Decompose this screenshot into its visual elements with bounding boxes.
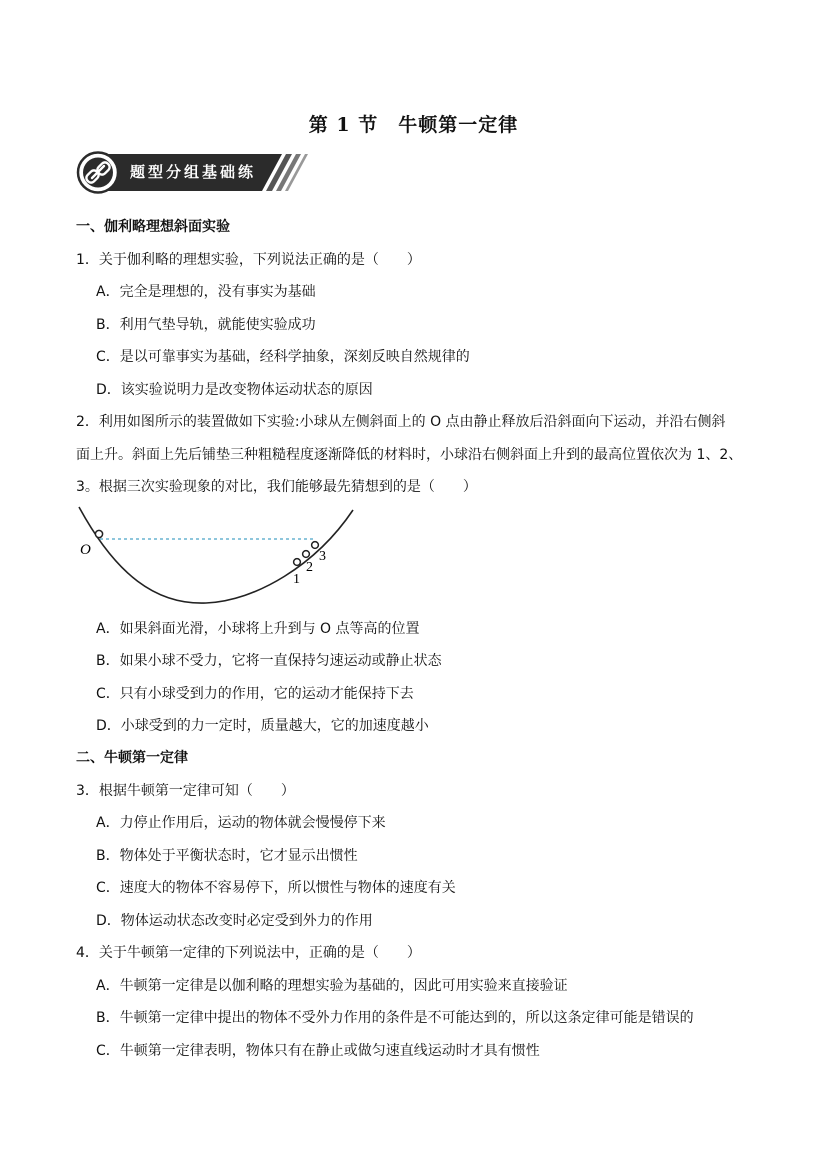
question-2-option-c: C．只有小球受到力的作用，它的运动才能保持下去 [96,686,414,702]
label-2: 2 [306,560,313,575]
question-4-option-c: C．牛顿第一定律表明，物体只有在静止或做匀速直线运动时才具有惯性 [96,1043,540,1059]
question-1-option-b: B．利用气垫导轨，就能使实验成功 [96,317,316,333]
question-1-stem: 1．关于伽利略的理想实验，下列说法正确的是（ ） [76,252,421,268]
question-1-option-c: C．是以可靠事实为基础，经科学抽象，深刻反映自然规律的 [96,349,470,365]
banner-text: 题型分组基础练 [130,163,257,181]
question-3-stem: 3．根据牛顿第一定律可知（ ） [76,783,295,799]
question-2-stem-line-2: 面上升。斜面上先后铺垫三种粗糙程度逐渐降低的材料时，小球沿右侧斜面上升到的最高位置依次为 1、2、 [76,447,743,463]
incline-experiment-figure [76,505,366,610]
question-2-stem-line-1: 2．利用如图所示的装置做如下实验:小球从左侧斜面上的 O 点由静止释放后沿斜面向下运动，并沿右侧斜 [76,414,726,430]
question-4-option-a: A．牛顿第一定律是以伽利略的理想实验为基础的，因此可用实验来直接验证 [96,978,568,994]
label-3: 3 [319,549,326,564]
question-1-option-a: A．完全是理想的，没有事实为基础 [96,284,316,300]
question-3-option-a: A．力停止作用后，运动的物体就会慢慢停下来 [96,815,386,831]
question-3-option-c: C．速度大的物体不容易停下，所以惯性与物体的速度有关 [96,880,456,896]
question-2-option-a: A．如果斜面光滑，小球将上升到与 O 点等高的位置 [96,621,420,637]
question-3-option-d: D．物体运动状态改变时必定受到外力的作用 [96,913,373,929]
ball-position-1 [294,559,301,566]
page-title: 第 1 节 牛顿第一定律 [308,114,519,136]
ball-at-o [95,530,102,537]
question-1-option-d: D．该实验说明力是改变物体运动状态的原因 [96,382,373,398]
section-heading-2: 二、牛顿第一定律 [76,750,188,766]
section-heading-1: 一、伽利略理想斜面实验 [76,219,230,235]
question-2-option-b: B．如果小球不受力，它将一直保持匀速运动或静止状态 [96,653,442,669]
question-3-option-b: B．物体处于平衡状态时，它才显示出惯性 [96,848,358,864]
question-2-option-d: D．小球受到的力一定时，质量越大，它的加速度越小 [96,718,429,734]
ball-position-3 [312,542,319,549]
incline-curve [79,507,353,603]
question-4-stem: 4．关于牛顿第一定律的下列说法中，正确的是（ ） [76,945,421,961]
label-1: 1 [293,572,300,587]
label-o: O [80,542,91,558]
section-banner [76,151,308,194]
ball-position-2 [303,551,310,558]
question-2-stem-line-3: 3。根据三次实验现象的对比，我们能够最先猜想到的是（ ） [76,479,477,495]
question-4-option-b: B．牛顿第一定律中提出的物体不受外力作用的条件是不可能达到的，所以这条定律可能是错误的 [96,1010,694,1026]
